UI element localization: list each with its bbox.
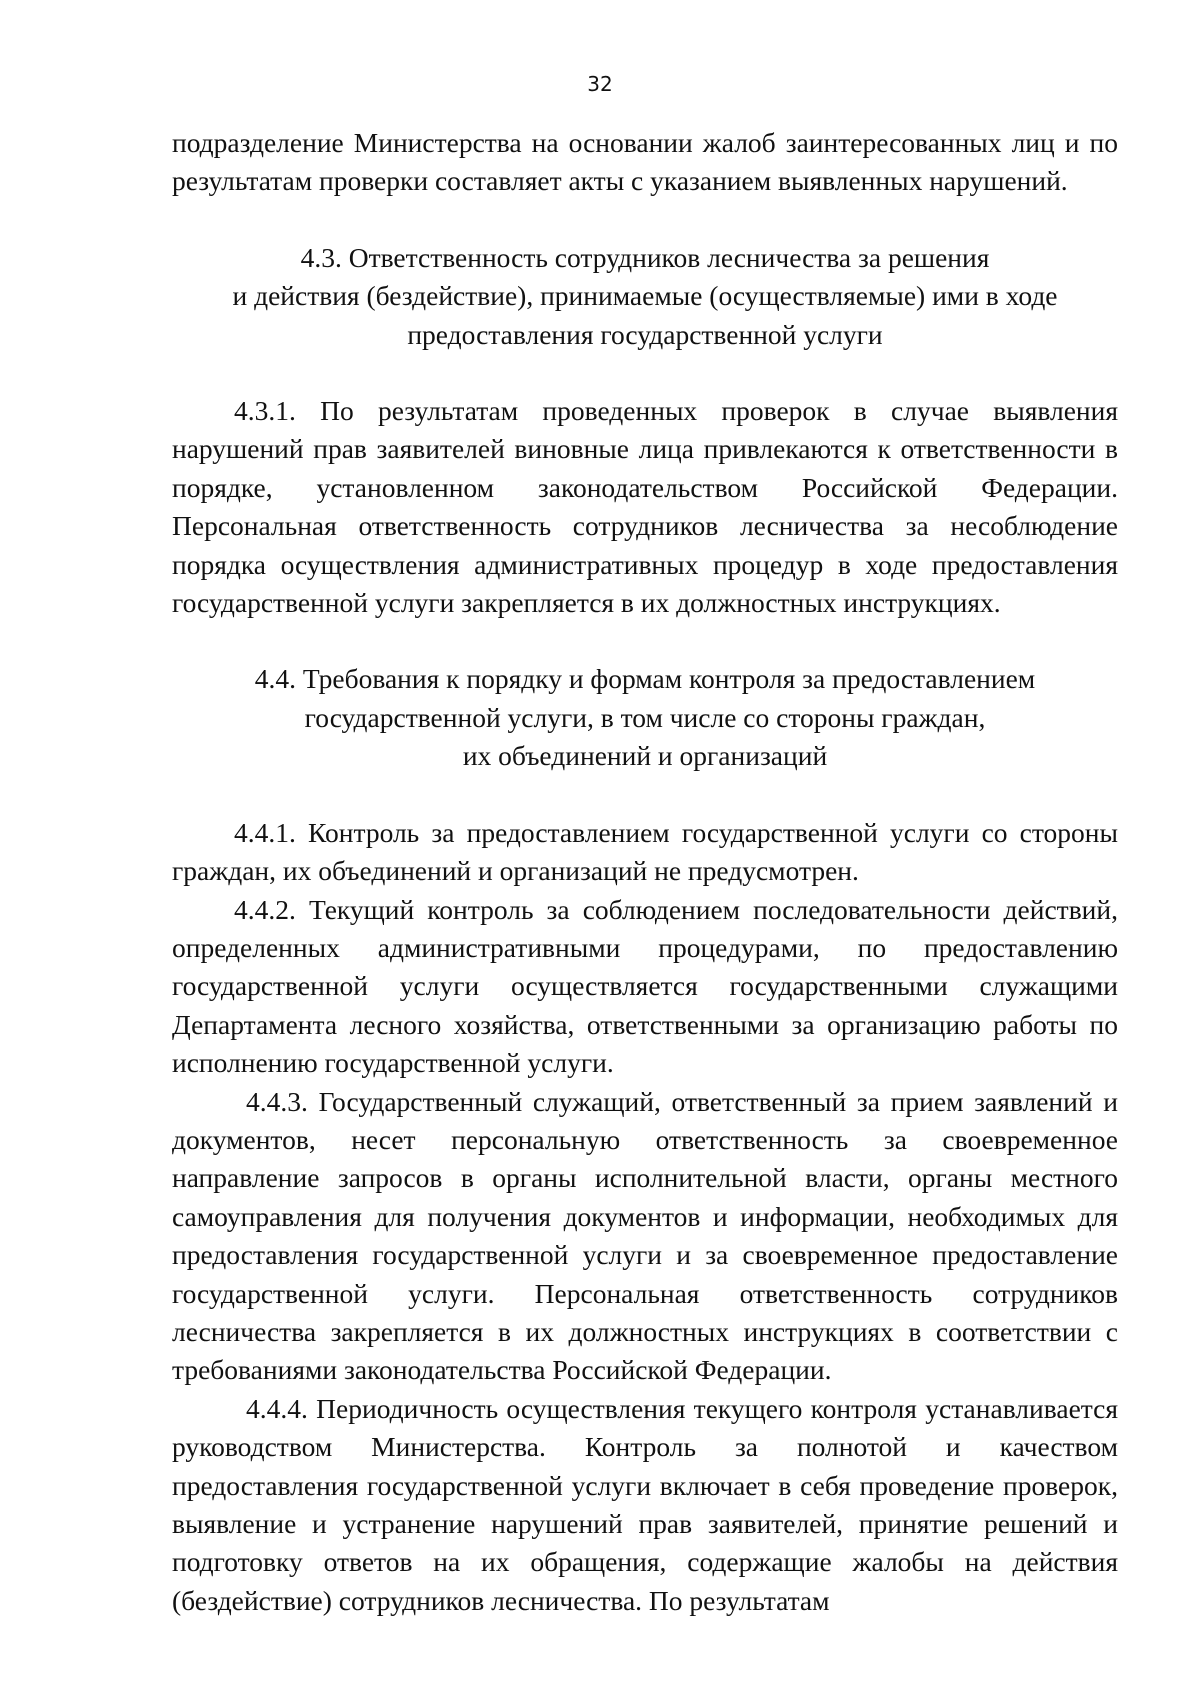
paragraph-4-4-3: 4.4.3. Государственный служащий, ответственный за прием заявлений и документов, несет персональную ответственность за своевременное направление запросов в органы исполнительной власти, органы местного самоуправления для получения документов и информации, необходимых для предоставления государственной услуги и за своевременное предоставление государственной услуги. Персональная ответственность сотрудников лесничества закрепляется в их должностных инструкциях в соответствии с требованиями законодательства Российской Федерации.	[172, 1085, 1118, 1386]
paragraph-4-4-1: 4.4.1. Контроль за предоставлением государственной услуги со стороны граждан, их объединений и организаций не предусмотрен.	[172, 816, 1118, 887]
section-heading-4-3	[172, 239, 1118, 354]
heading-line: их объединений и организаций	[462, 740, 828, 772]
paragraph-4-3-1: 4.3.1. По результатам проведенных проверок в случае выявления нарушений прав заявителей виновные лица привлекаются к ответственности в порядке, установленном законодательством Российской Федерации. Персональная ответственность сотрудников лесничества за несоблюдение порядка осуществления административных процедур в ходе предоставления государственной услуги закрепляется в их должностных инструкциях.	[172, 395, 1118, 619]
document-body	[172, 124, 1118, 1620]
heading-line: 4.4. Требования к порядку и формам контроля за предоставлением	[254, 663, 1036, 695]
heading-line: 4.3. Ответственность сотрудников лесничества за решения	[300, 241, 990, 273]
paragraph-4-4-2: 4.4.2. Текущий контроль за соблюдением последовательности действий, определенных административными процедурами, по предоставлению государственной услуги осуществляется государственными служащими Департамента лесного хозяйства, ответственными за организацию работы по исполнению государственной услуги.	[172, 893, 1118, 1079]
heading-line: предоставления государственной услуги	[407, 318, 883, 350]
heading-line: и действия (бездействие), принимаемые (осуществляемые) ими в ходе	[232, 280, 1058, 312]
heading-line: государственной услуги, в том числе со стороны граждан,	[304, 701, 986, 733]
section-heading-4-4	[172, 660, 1118, 775]
paragraph-intro: подразделение Министерства на основании жалоб заинтересованных лиц и по результатам проверки составляет акты с указанием выявленных нарушений.	[172, 127, 1118, 197]
page-number: 32	[587, 72, 613, 96]
paragraph-4-4-4: 4.4.4. Периодичность осуществления текущего контроля устанавливается руководством Министерства. Контроль за полнотой и качеством предоставления государственной услуги включает в себя проведение проверок, выявление и устранение нарушений прав заявителей, принятие решений и подготовку ответов на их обращения, содержащие жалобы на действия (бездействие) сотрудников лесничества. По результатам	[172, 1392, 1118, 1616]
